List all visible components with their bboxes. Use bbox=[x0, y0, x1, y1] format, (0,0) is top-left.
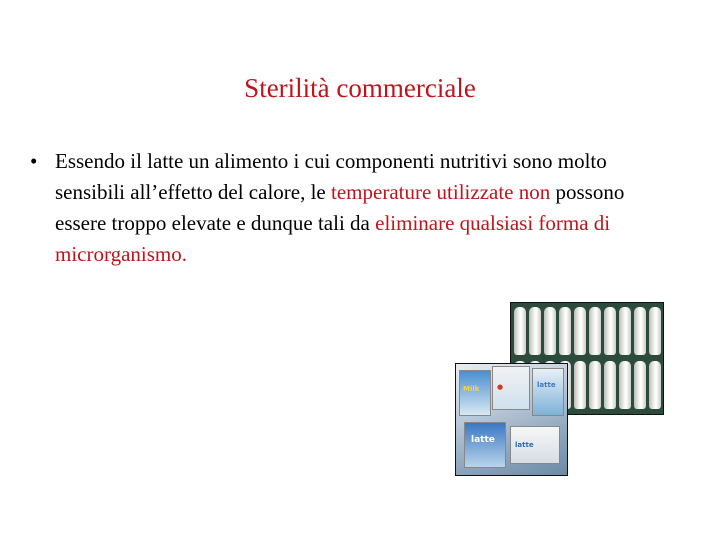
highlight-eliminate: eliminare qualsiasi forma di microrganismo. bbox=[55, 211, 611, 266]
bullet-text-part-1: Essendo il latte un alimento i cui componenti nutritivi sono molto sensibili all’effetto del calore, le bbox=[55, 149, 607, 204]
milk-cartons-image: Milk ● latte latte latte bbox=[455, 363, 568, 476]
bullet-point bbox=[30, 146, 680, 270]
bullet-text bbox=[55, 146, 680, 270]
slide-title: Sterilità commerciale bbox=[244, 73, 476, 103]
highlight-temperature: temperature utilizzate non bbox=[331, 180, 551, 204]
bullet-marker: • bbox=[30, 149, 38, 173]
bullet-text-part-3: possono essere troppo elevate e dunque tali da bbox=[55, 180, 625, 235]
